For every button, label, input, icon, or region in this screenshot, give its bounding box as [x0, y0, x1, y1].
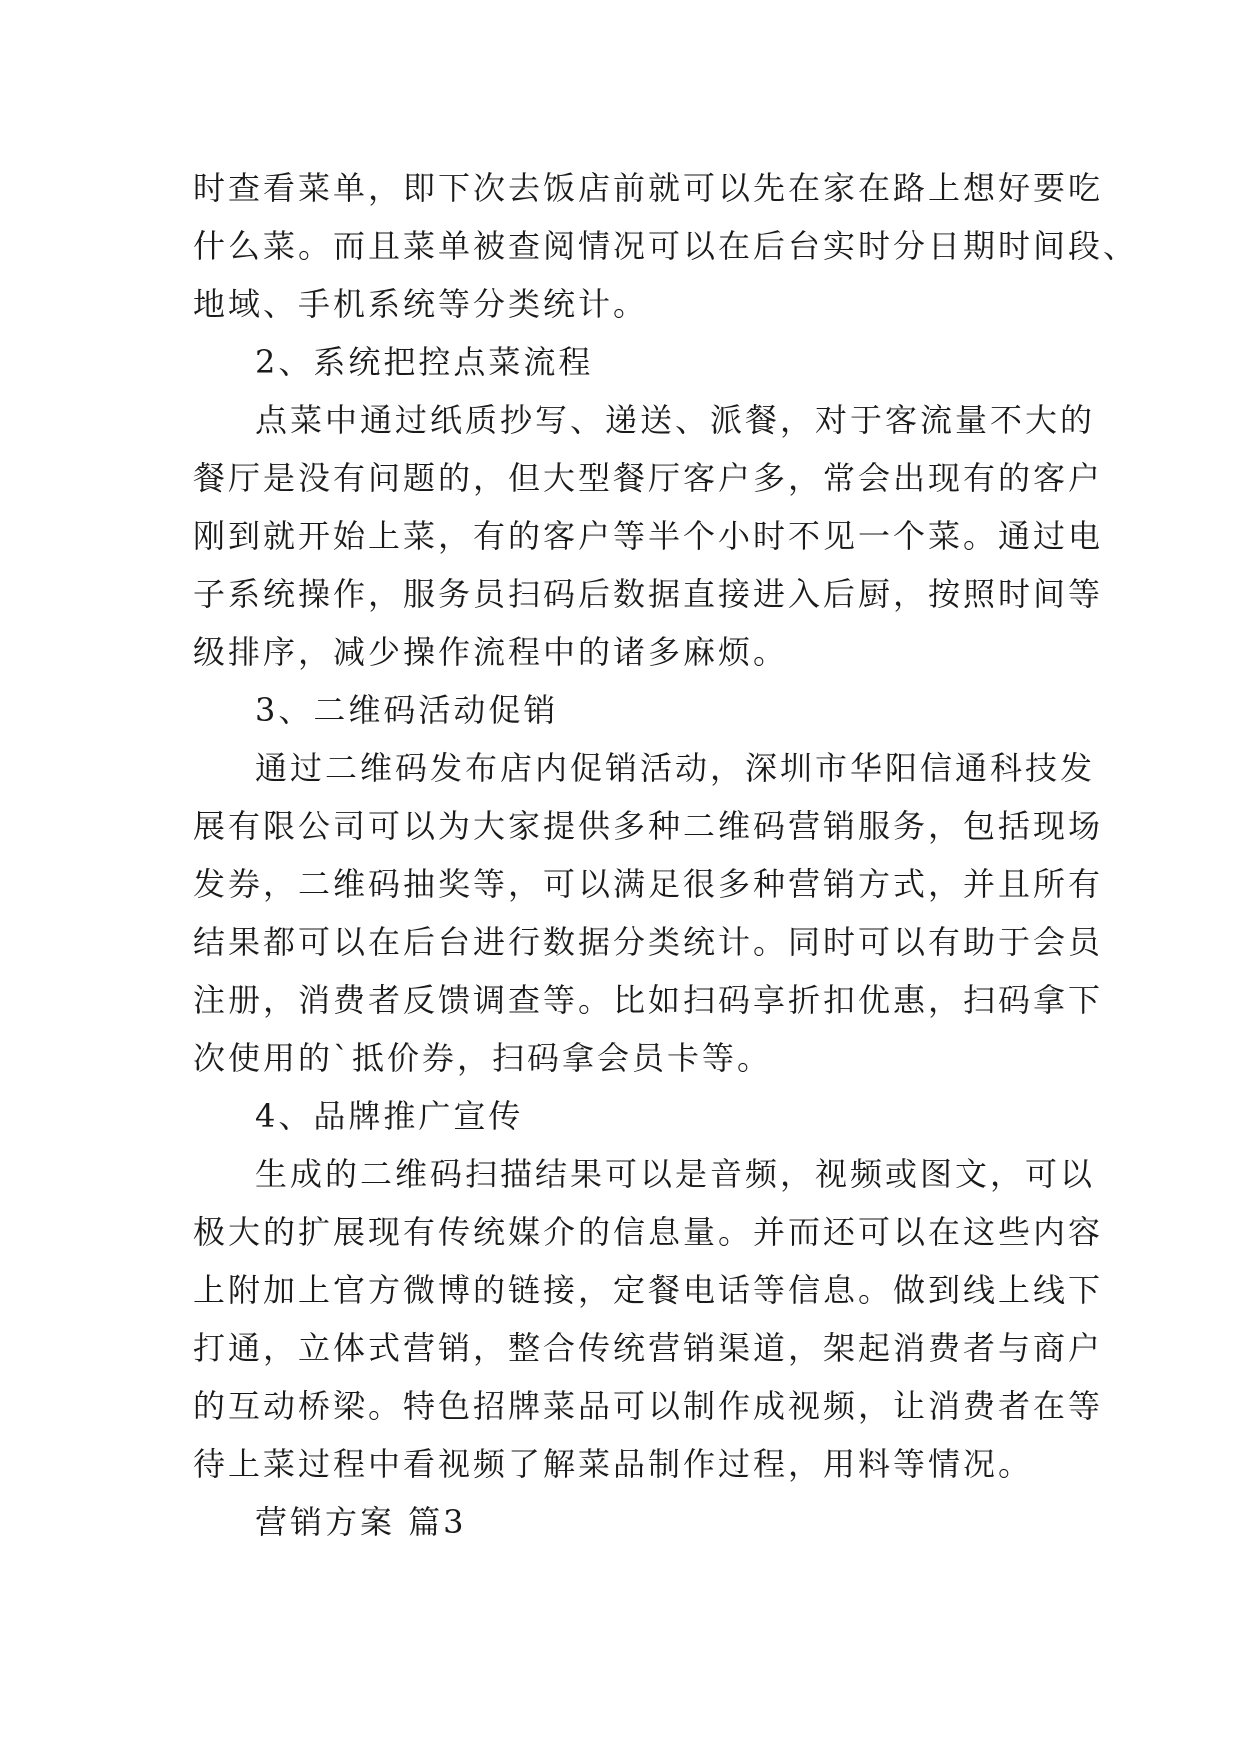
body-text-line: 点菜中通过纸质抄写、递送、派餐，对于客流量不大的 — [255, 401, 1096, 439]
body-text-line: 什么菜。而且菜单被查阅情况可以在后台实时分日期时间段、 — [193, 227, 1139, 265]
section-heading: 3、二维码活动促销 — [255, 691, 559, 729]
body-text-line: 展有限公司可以为大家提供多种二维码营销服务，包括现场 — [193, 807, 1104, 845]
body-text-line: 次使用的`抵价券，扫码拿会员卡等。 — [193, 1039, 773, 1077]
body-text-line: 打通，立体式营销，整合传统营销渠道，架起消费者与商户 — [193, 1329, 1104, 1367]
body-text-line: 发券，二维码抽奖等，可以满足很多种营销方式，并且所有 — [193, 865, 1104, 903]
body-text-line: 待上菜过程中看视频了解菜品制作过程，用料等情况。 — [193, 1445, 1034, 1483]
body-text-line: 的互动桥梁。特色招牌菜品可以制作成视频，让消费者在等 — [193, 1387, 1104, 1425]
body-text-line: 餐厅是没有问题的，但大型餐厅客户多，常会出现有的客户 — [193, 459, 1104, 497]
body-text-line: 注册，消费者反馈调查等。比如扫码享折扣优惠，扫码拿下 — [193, 981, 1104, 1019]
section-title: 营销方案 篇3 — [255, 1503, 467, 1541]
body-text-line: 上附加上官方微博的链接，定餐电话等信息。做到线上线下 — [193, 1271, 1104, 1309]
body-text-line: 子系统操作，服务员扫码后数据直接进入后厨，按照时间等 — [193, 575, 1104, 613]
body-text-line: 地域、手机系统等分类统计。 — [193, 285, 649, 323]
section-heading: 4、品牌推广宣传 — [255, 1097, 524, 1135]
body-text-line: 刚到就开始上菜，有的客户等半个小时不见一个菜。通过电 — [193, 517, 1104, 555]
body-text-line: 极大的扩展现有传统媒介的信息量。并而还可以在这些内容 — [193, 1213, 1104, 1251]
body-text-line: 通过二维码发布店内促销活动，深圳市华阳信通科技发 — [255, 749, 1096, 787]
body-text-line: 时查看菜单，即下次去饭店前就可以先在家在路上想好要吃 — [193, 169, 1104, 207]
section-heading: 2、系统把控点菜流程 — [255, 343, 594, 381]
body-text-line: 结果都可以在后台进行数据分类统计。同时可以有助于会员 — [193, 923, 1104, 961]
body-text-line: 生成的二维码扫描结果可以是音频，视频或图文，可以 — [255, 1155, 1096, 1193]
body-text-line: 级排序，减少操作流程中的诸多麻烦。 — [193, 633, 789, 671]
